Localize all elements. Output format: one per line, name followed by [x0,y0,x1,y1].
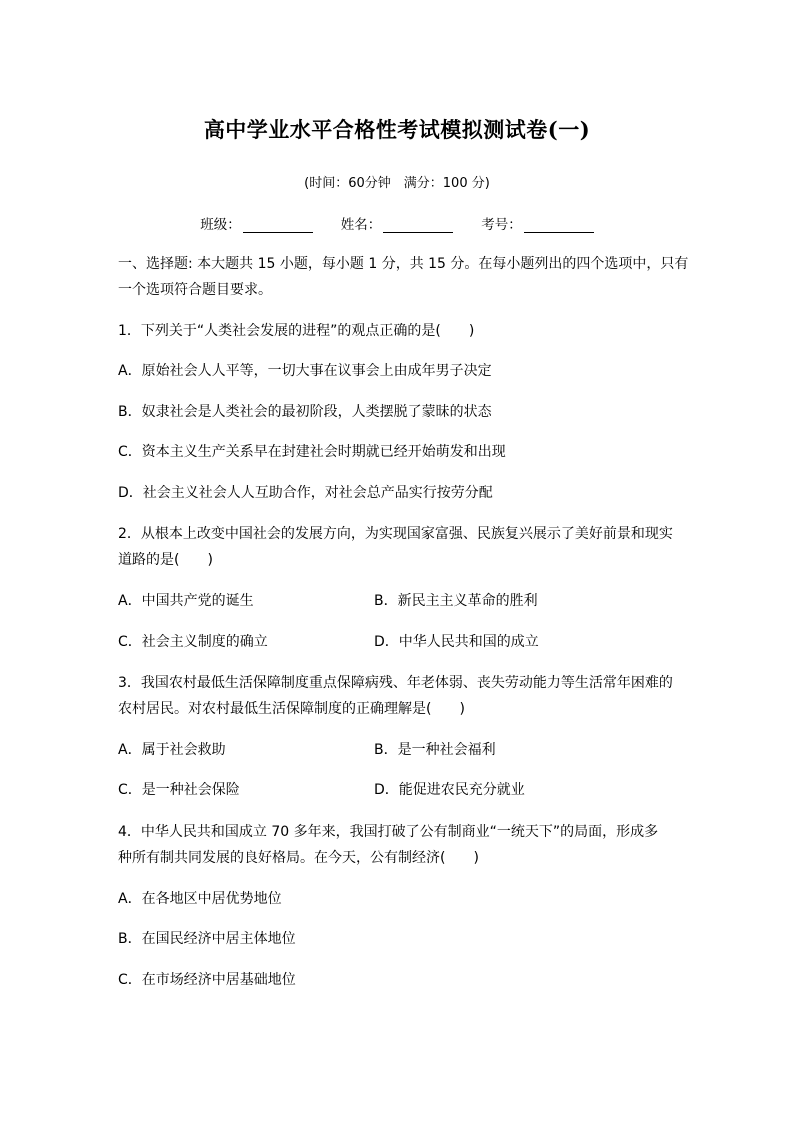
question-1-option-c: C．资本主义生产关系早在封建社会时期就已经开始萌发和出现 [118,444,506,460]
question-3-option-c: C．是一种社会保险 [118,782,240,798]
question-2-option-a: A．中国共产党的诞生 [118,593,254,609]
question-4-option-c: C．在市场经济中居基础地位 [118,972,296,988]
class-blank [243,217,313,233]
question-3-option-d: D．能促进农民充分就业 [374,782,525,798]
name-blank [383,217,453,233]
question-1-stem: 1．下列关于“人类社会发展的进程”的观点正确的是( ) [118,323,475,339]
question-2-option-b: B．新民主主义革命的胜利 [374,593,538,609]
question-3-option-b: B．是一种社会福利 [374,742,496,758]
student-info-fields [0,213,794,233]
name-field [341,213,454,233]
question-2-option-c: C．社会主义制度的确立 [118,634,268,650]
exam-time-info: (时间：60分钟 满分：100 分) [304,176,490,191]
question-1-option-b: B．奴隶社会是人类社会的最初阶段，人类摆脱了蒙昧的状态 [118,404,492,420]
question-3-stem-line2: 农村居民。对农村最低生活保障制度的正确理解是( ) [118,701,465,717]
exam-number-field [481,213,594,233]
question-4-option-b: B．在国民经济中居主体地位 [118,931,296,947]
section-instructions-line2: 一个选项符合题目要求。 [118,282,272,298]
name-label: 姓名： [340,217,382,233]
question-3-stem-line1: 3．我国农村最低生活保障制度重点保障病残、年老体弱、丧失劳动能力等生活常年困难的 [118,675,673,691]
question-1-option-d: D．社会主义社会人人互助合作，对社会总产品实行按劳分配 [118,485,493,501]
exam-number-blank [524,217,594,233]
page-title: 高中学业水平合格性考试模拟测试卷(一) [203,117,591,142]
question-2-stem-line1: 2．从根本上改变中国社会的发展方向，为实现国家富强、民族复兴展示了美好前景和现实 [118,526,673,542]
question-1-option-a: A．原始社会人人平等，一切大事在议事会上由成年男子决定 [118,363,492,379]
class-label: 班级： [200,217,241,233]
question-4-stem-line1: 4．中华人民共和国成立 70 多年来，我国打破了公有制商业“一统天下”的局面，形成多 [118,824,659,840]
question-3-option-a: A．属于社会救助 [118,742,226,758]
section-instructions-line1: 一、选择题: 本大题共 15 小题，每小题 1 分，共 15 分。在每小题列出的四个选项中，只有 [118,256,689,272]
exam-number-label: 考号： [481,217,522,233]
question-4-option-a: A．在各地区中居优势地位 [118,891,282,907]
question-2-stem-line2: 道路的是( ) [118,552,213,568]
question-2-option-d: D．中华人民共和国的成立 [374,634,539,650]
class-field [200,213,313,233]
question-4-stem-line2: 种所有制共同发展的良好格局。在今天，公有制经济( ) [118,850,479,866]
